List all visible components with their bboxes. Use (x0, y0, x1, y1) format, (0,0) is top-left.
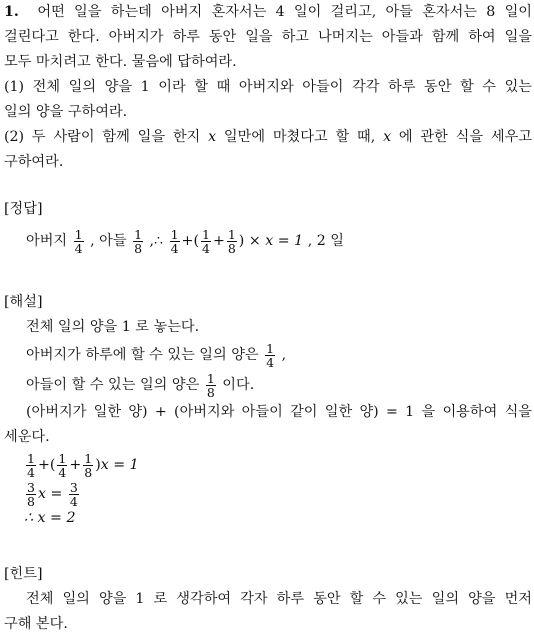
fraction-one-eighth: $\frac{1}{8}$ (206, 370, 215, 400)
fraction-one-quarter: $\frac{1}{4}$ (27, 450, 35, 480)
hint-line-2: 구해 본다. (4, 616, 68, 632)
answer-equation-tail: × x = 1 (248, 233, 304, 249)
problem-section (4, 0, 532, 175)
explanation-section (4, 290, 532, 528)
problem-line-3: 모두 마치려고 한다. 물음에 답하여라. (4, 54, 237, 70)
explanation-line-5: 세운다. (4, 429, 50, 445)
question-1-line-1: (1) 전체 일의 양을 1 이라 할 때 아버지와 아들이 각각 하루 동안 할 수 있는 (4, 79, 532, 95)
fraction-one-quarter: $\frac{1}{4}$ (201, 226, 210, 256)
equation-3: ∴ x = 2 (24, 510, 76, 526)
hint-line-1: 전체 일의 양을 1 로 생각하여 각자 하루 동안 할 수 있는 일의 양을 먼저 (26, 591, 532, 607)
hint-heading: [힌트] (4, 566, 43, 582)
explanation-line-3: 아들이 할 수 있는 일의 양은 $\frac{1}{8}$ 이다. (26, 370, 255, 400)
explanation-line-4: (아버지가 일한 양) + (아버지와 아들이 같이 일한 양) = 1 을 이용하여 식을 (26, 404, 532, 420)
variable-x: x (383, 129, 392, 145)
answer-value: , 2 일 (307, 233, 344, 249)
explanation-line-2: 아버지가 하루에 할 수 있는 일의 양은 $\frac{1}{4}$ , (26, 340, 287, 370)
fraction-one-quarter: $\frac{1}{4}$ (266, 340, 275, 370)
answer-line: 아버지 $\frac{1}{4}$ , 아들 $\frac{1}{8}$ ,∴ $\frac{1}{4}$ +( $\frac{1}{4}$ + $\frac{1}{8}$ ) × x = 1 , 2 일 (26, 226, 344, 256)
equation-1: $\frac{1}{4}$ +( $\frac{1}{4}$ + $\frac{1}{8}$ )x = 1 (27, 450, 139, 480)
equation-2: $\frac{3}{8}$ x = $\frac{3}{4}$ (27, 479, 78, 509)
fraction-one-eighth: $\frac{1}{8}$ (134, 226, 143, 256)
problem-number: 1. (4, 4, 19, 20)
fraction-one-eighth: $\frac{1}{8}$ (227, 226, 236, 256)
problem-line-1: 1. 어떤 일을 하는데 아버지 혼자서는 4 일이 걸리고, 아들 혼자서는 8 일이 (4, 4, 532, 20)
question-2-line-2: 구하여라. (4, 154, 64, 170)
fraction-one-eighth: $\frac{1}{8}$ (84, 450, 93, 480)
fraction-one-quarter: $\frac{1}{4}$ (58, 450, 67, 480)
fraction-three-quarters: $\frac{3}{4}$ (69, 479, 78, 509)
hint-section (4, 562, 532, 637)
answer-section (4, 197, 532, 260)
answer-heading: [정답] (4, 201, 43, 217)
document-page (4, 0, 532, 637)
explanation-heading: [해설] (4, 294, 43, 310)
variable-x: x (208, 129, 217, 145)
problem-line-2: 걸린다고 한다. 아버지가 하루 동안 일을 하고 나머지는 아들과 함께 하여 일을 (4, 29, 532, 45)
fraction-one-quarter: $\frac{1}{4}$ (74, 226, 83, 256)
question-2-line-1: (2) 두 사람이 함께 일을 한지 x 일만에 마쳤다고 할 때, x 에 관한 식을 세우고 (4, 129, 533, 145)
explanation-line-1: 전체 일의 양을 1 로 놓는다. (26, 319, 200, 335)
fraction-three-eighths: $\frac{3}{8}$ (27, 479, 35, 509)
question-1-line-2: 일의 양을 구하여라. (4, 104, 128, 120)
fraction-one-quarter: $\frac{1}{4}$ (170, 226, 179, 256)
